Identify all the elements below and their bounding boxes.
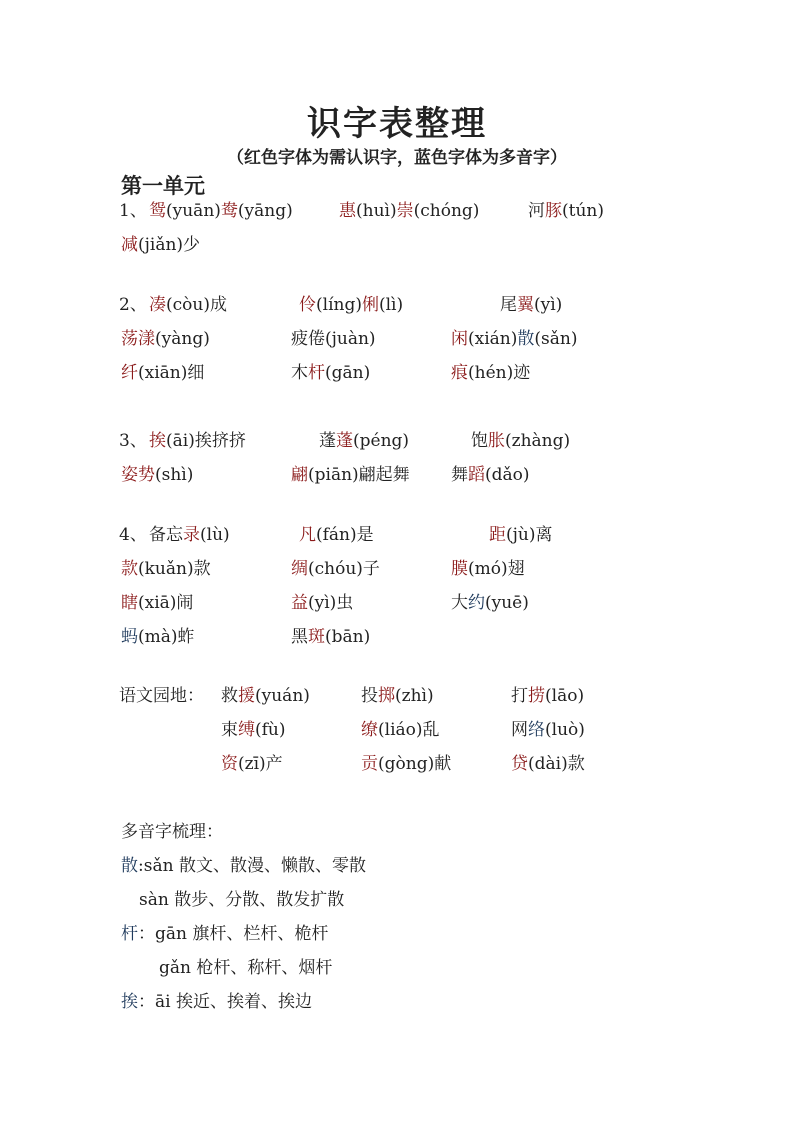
required-char: 凑 [149, 295, 166, 315]
required-char: 凡 [299, 525, 316, 545]
polyphone-line [121, 923, 328, 945]
pinyin-text: (còu)成 [166, 295, 227, 315]
vocab-entry [451, 592, 529, 614]
pinyin-text: (gān) [325, 363, 371, 383]
pinyin-text: (zhàng) [505, 431, 571, 451]
required-char: 减 [121, 235, 138, 255]
pinyin-text: 网 [511, 720, 528, 740]
pinyin-text: 打 [511, 686, 528, 706]
required-char: 杆 [308, 363, 325, 383]
required-char: 绸 [291, 559, 308, 579]
pinyin-text: 河 [528, 201, 545, 221]
pinyin-text: (chóu)子 [308, 559, 380, 579]
required-char: 缚 [238, 720, 255, 740]
vocab-entry [528, 200, 604, 222]
vocab-entry [121, 464, 193, 486]
required-char: 伶 [299, 295, 316, 315]
required-char: 资 [221, 754, 238, 774]
required-char: 贷 [511, 754, 528, 774]
pinyin-text: (yuē) [485, 593, 529, 613]
polyphone-line [121, 855, 366, 877]
pinyin-text: (chóng) [413, 201, 480, 221]
polyphone-text: :sǎn 散文、散漫、懒散、零散 [138, 856, 366, 876]
pinyin-text: (jù)离 [506, 525, 553, 545]
polyphone-text: ：āi 挨近、挨着、挨边 [138, 992, 312, 1012]
required-char: 援 [238, 686, 255, 706]
required-char: 俐 [361, 295, 379, 315]
vocab-entry [291, 626, 370, 648]
pinyin-text: (fán)是 [316, 525, 374, 545]
pinyin-text: 投 [361, 686, 378, 706]
pinyin-text: (yuān) [166, 201, 221, 221]
polyphone-line [121, 991, 312, 1013]
required-char: 胀 [488, 431, 505, 451]
required-char: 款 [121, 559, 138, 579]
pinyin-text: 束 [221, 720, 238, 740]
required-char: 捞 [528, 686, 545, 706]
pinyin-text: (mó)翅 [468, 559, 525, 579]
pinyin-text: (gòng)献 [378, 754, 452, 774]
pinyin-text: 大 [451, 593, 468, 613]
vocab-entry [291, 362, 370, 384]
polyphonic-char: 杆 [121, 924, 138, 944]
vocab-entry [291, 328, 376, 350]
vocab-entry [121, 558, 211, 580]
vocab-entry [339, 200, 479, 222]
vocab-entry [511, 719, 585, 741]
pinyin-text: (dǎo) [485, 465, 530, 485]
polyphonic-char: 挨 [121, 992, 138, 1012]
pinyin-text: (luò) [545, 720, 585, 740]
pinyin-text: (zhì) [395, 686, 434, 706]
vocab-entry [121, 234, 200, 256]
required-char: 豚 [545, 201, 562, 221]
vocab-entry [221, 719, 286, 741]
required-char: 挨 [149, 431, 166, 451]
required-char: 崇 [396, 201, 414, 221]
vocab-entry [451, 558, 525, 580]
pinyin-text: (zī)产 [238, 754, 283, 774]
vocab-entry [471, 430, 570, 452]
pinyin-text: (xiā)闹 [138, 593, 194, 613]
vocab-entry [451, 362, 530, 384]
polyphone-text: sàn 散步、分散、散发扩散 [139, 890, 345, 910]
group-label: 3、 [119, 431, 147, 451]
pinyin-text: 黑 [291, 627, 308, 647]
page-subtitle: （红色字体为需认识字，蓝色字体为多音字） [227, 148, 567, 168]
pinyin-text: (yì)虫 [308, 593, 354, 613]
pinyin-text: (dài)款 [528, 754, 585, 774]
polyphonic-char: 蚂 [121, 627, 138, 647]
vocab-entry [291, 464, 410, 486]
polyphonic-char: 络 [528, 720, 545, 740]
pinyin-text: (kuǎn)款 [138, 559, 211, 579]
group-label: 语文园地： [119, 686, 204, 706]
required-char: 距 [489, 525, 506, 545]
polyphonic-char: 散 [517, 329, 535, 349]
polyphone-text: ：gān 旗杆、栏杆、桅杆 [138, 924, 329, 944]
pinyin-text: (jiǎn)少 [138, 235, 201, 255]
pinyin-text: (tún) [562, 201, 604, 221]
pinyin-text: (xiān)细 [138, 363, 205, 383]
polyphonic-char: 散 [121, 856, 138, 876]
pinyin-text: (shì) [155, 465, 194, 485]
vocab-entry [489, 524, 552, 546]
required-char: 缭 [361, 720, 378, 740]
polyphone-line [139, 889, 344, 911]
pinyin-text: (sǎn) [534, 329, 578, 349]
pinyin-text: (mà)蚱 [138, 627, 195, 647]
vocab-entry [291, 592, 353, 614]
group-label: 4、 [119, 525, 147, 545]
required-char: 惠 [339, 201, 356, 221]
pinyin-text: 蓬 [319, 431, 336, 451]
vocab-entry [319, 430, 409, 452]
required-char: 蓬 [336, 431, 353, 451]
vocab-entry [121, 328, 210, 350]
vocab-entry [121, 592, 193, 614]
unit-heading: 第一单元 [121, 173, 205, 198]
vocab-entry [511, 753, 585, 775]
vocab-entry [361, 685, 434, 707]
vocab-entry [149, 430, 246, 452]
vocab-entry [299, 524, 374, 546]
group-label: 2、 [119, 295, 147, 315]
pinyin-text: (hén)迹 [468, 363, 531, 383]
required-char: 鸳 [149, 201, 166, 221]
required-char: 瞎 [121, 593, 138, 613]
vocab-entry [121, 626, 195, 648]
pinyin-text: (juàn) [325, 329, 376, 349]
vocab-entry [121, 362, 204, 384]
vocab-entry [511, 685, 584, 707]
required-char: 膜 [451, 559, 468, 579]
vocab-entry [149, 200, 293, 222]
pinyin-text: (lù) [200, 525, 230, 545]
pinyin-text: 木 [291, 363, 308, 383]
pinyin-text: 救 [221, 686, 238, 706]
pinyin-text: 疲倦 [291, 329, 325, 349]
polyphone-text: gǎn 枪杆、称杆、烟杆 [159, 958, 333, 978]
pinyin-text: (piān)翩起舞 [308, 465, 410, 485]
pinyin-text: 尾 [500, 295, 517, 315]
page-title: 识字表整理 [307, 104, 487, 144]
pinyin-text: (yāng) [237, 201, 293, 221]
vocab-entry [221, 685, 310, 707]
polyphonic-char: 约 [468, 593, 485, 613]
required-char: 荡漾 [121, 329, 155, 349]
pinyin-text: (liáo)乱 [378, 720, 440, 740]
pinyin-text: (yuán) [255, 686, 310, 706]
required-char: 纤 [121, 363, 138, 383]
required-char: 痕 [451, 363, 468, 383]
required-char: 翩 [291, 465, 308, 485]
vocab-entry [149, 294, 227, 316]
pinyin-text: 舞 [451, 465, 468, 485]
vocab-entry [149, 524, 230, 546]
pinyin-text: (huì) [356, 201, 397, 221]
pinyin-text: 备忘 [149, 525, 183, 545]
vocab-entry [361, 753, 451, 775]
pinyin-text: (xián) [468, 329, 518, 349]
required-char: 翼 [517, 295, 534, 315]
vocab-entry [451, 464, 530, 486]
vocab-entry [500, 294, 562, 316]
pinyin-text: (péng) [353, 431, 410, 451]
required-char: 掷 [378, 686, 395, 706]
group-label: 1、 [119, 201, 147, 221]
required-char: 蹈 [468, 465, 485, 485]
vocab-entry [361, 719, 440, 741]
pinyin-text: (fù) [255, 720, 286, 740]
vocab-entry [299, 294, 403, 316]
required-char: 鸯 [220, 201, 238, 221]
pinyin-text: (yàng) [155, 329, 210, 349]
pinyin-text: (āi)挨挤挤 [166, 431, 246, 451]
required-char: 姿势 [121, 465, 155, 485]
pinyin-text: (líng) [316, 295, 362, 315]
polyphone-line [159, 957, 332, 979]
pinyin-text: (yì) [534, 295, 563, 315]
polyphone-heading: 多音字梳理： [121, 822, 223, 842]
vocab-entry [451, 328, 577, 350]
required-char: 贡 [361, 754, 378, 774]
pinyin-text: (lāo) [545, 686, 585, 706]
pinyin-text: 饱 [471, 431, 488, 451]
vocab-entry [221, 753, 283, 775]
pinyin-text: (lì) [378, 295, 404, 315]
required-char: 益 [291, 593, 308, 613]
required-char: 录 [183, 525, 200, 545]
required-char: 闲 [451, 329, 468, 349]
pinyin-text: (bān) [325, 627, 371, 647]
vocab-entry [291, 558, 380, 580]
required-char: 斑 [308, 627, 325, 647]
